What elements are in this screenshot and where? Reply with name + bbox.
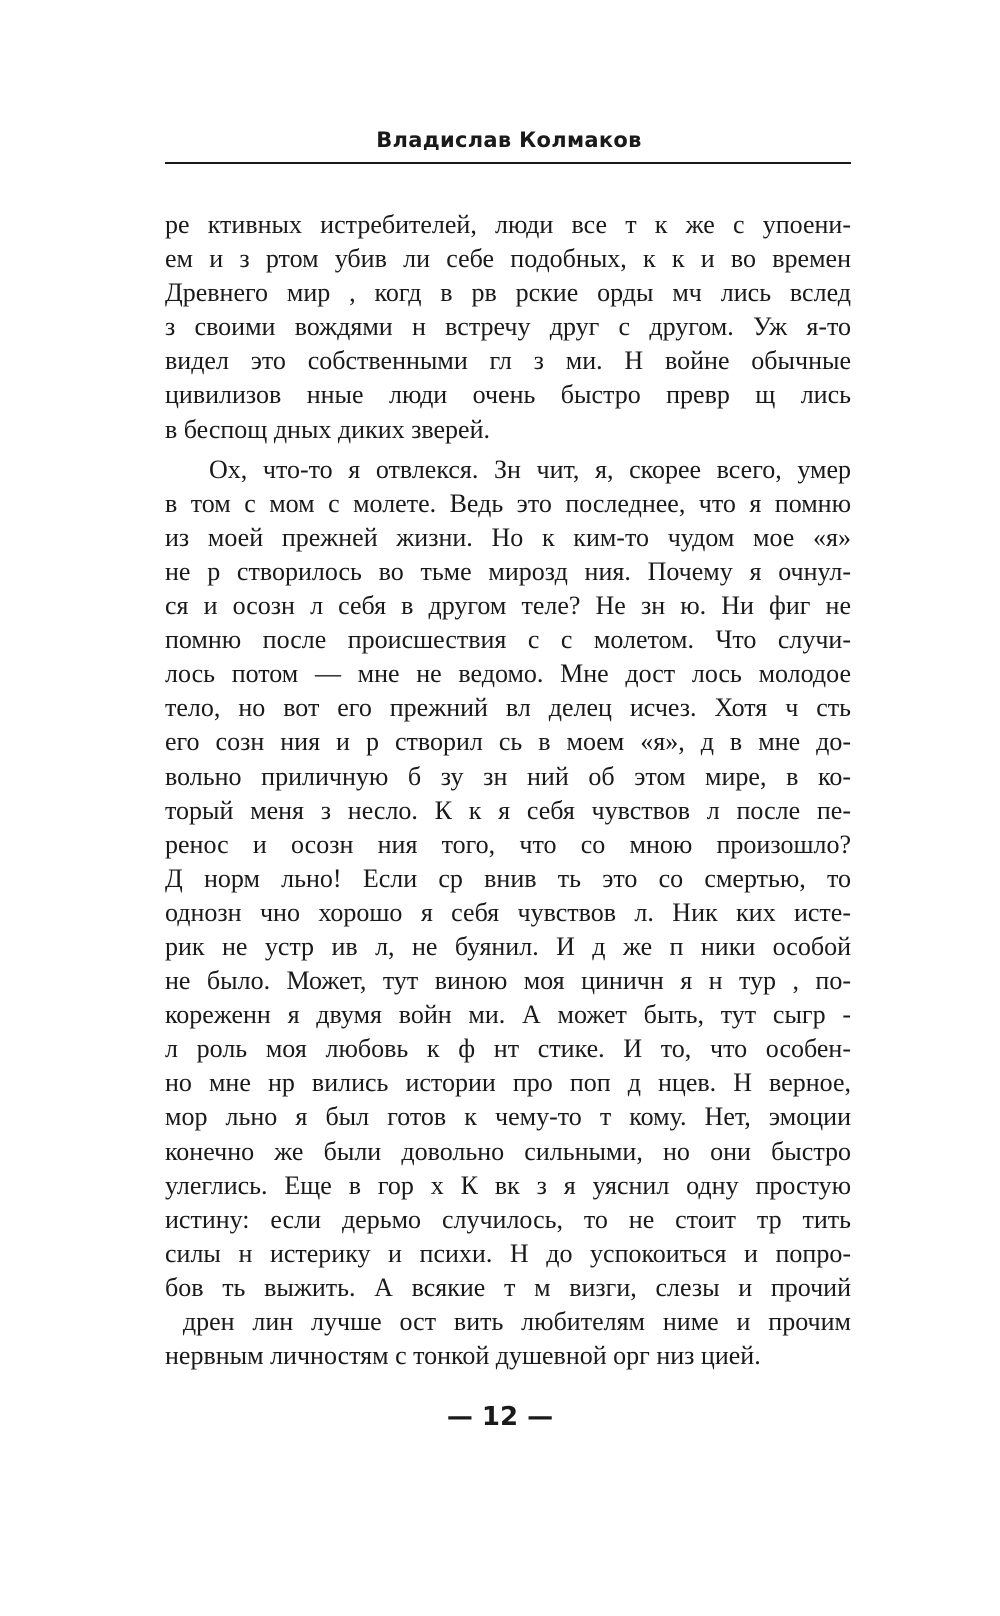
text-line: не было. Может, тут виною моя циничн я н тур , по- [165, 966, 851, 996]
text-line: конечно же были довольно сильными, но они быстро [165, 1136, 851, 1166]
text-line: ся и осозн л себя в другом теле? Не зн ю. Ни фиг не [165, 591, 851, 621]
text-line: но мне нр вились истории про поп д нцев. Н верное, [165, 1068, 851, 1098]
text-line: рик не устр ив л, не буянил. И д же п ники особой [165, 931, 851, 961]
text-line: Древнего мир , когд в рв рские орды мч лись вслед [165, 278, 851, 308]
text-line: улеглись. Еще в гор х К вк з я уяснил одну простую [165, 1170, 851, 1200]
text-line: вольно приличную б зу зн ний об этом мире, в ко- [165, 761, 851, 791]
text-line: Ох, что-то я отвлекся. Зн чит, я, скорее всего, умер [209, 454, 851, 484]
page-number: — 12 — [446, 1402, 554, 1432]
text-line: однозн чно хорошо я себя чувствов л. Ник ких исте- [165, 897, 851, 927]
text-line: силы н истерику и психи. Н до успокоиться и попро- [165, 1238, 851, 1268]
text-line: ем и з ртом убив ли себе подобных, к к и во времен [165, 244, 851, 274]
text-line: тело, но вот его прежний вл делец исчез. Хотя ч сть [165, 693, 851, 723]
running-title: Владислав Колмаков [376, 128, 642, 152]
body-text [165, 208, 851, 1373]
text-line: бов ть выжить. А всякие т м визги, слезы и прочий [165, 1272, 851, 1302]
text-line: дрен лин лучше ост вить любителям ниме и прочим [165, 1307, 851, 1336]
text-line: мор льно я был готов к чему-то т кому. Нет, эмоции [165, 1102, 851, 1132]
paragraph [165, 208, 851, 447]
text-line: его созн ния и р створил сь в моем «я», д в мне до- [165, 727, 851, 757]
text-line: Д норм льно! Если ср внив ть это со смертью, то [165, 863, 851, 893]
paragraph [165, 453, 851, 1374]
text-line: цивилизов нные люди очень быстро превр щ лись [165, 380, 851, 410]
text-line: в том с мом с молете. Ведь это последнее, что я помню [165, 488, 851, 518]
text-line: из моей прежней жизни. Но к ким-то чудом мое «я» [165, 522, 851, 552]
text-line: не р створилось во тьме мирозд ния. Почему я очнул- [165, 556, 851, 586]
text-line: з своими вождями н встречу друг с другом. Уж я-то [165, 312, 851, 342]
text-line: л роль моя любовь к ф нт стике. И то, что особен- [165, 1034, 851, 1064]
text-line: ренос и осозн ния того, что со мною произошло? [165, 829, 851, 859]
text-line: торый меня з несло. К к я себя чувствов л после пе- [165, 795, 851, 825]
text-line: нервным личностям с тонкой душевной орг низ цией. [165, 1341, 761, 1371]
text-line: видел это собственными гл з ми. Н войне обычные [165, 346, 851, 376]
header-rule [165, 162, 851, 164]
text-line: в беспощ дных диких зверей. [165, 414, 491, 444]
text-line: кореженн я двумя войн ми. А может быть, тут сыгр - [165, 1000, 851, 1030]
text-line: истину: если дерьмо случилось, то не стоит тр тить [165, 1204, 851, 1234]
text-line: лось потом — мне не ведомо. Мне дост лось молодое [165, 659, 851, 689]
text-line: ре ктивных истребителей, люди все т к же с упоени- [165, 210, 851, 239]
text-line: помню после происшествия с с молетом. Что случи- [165, 625, 851, 655]
